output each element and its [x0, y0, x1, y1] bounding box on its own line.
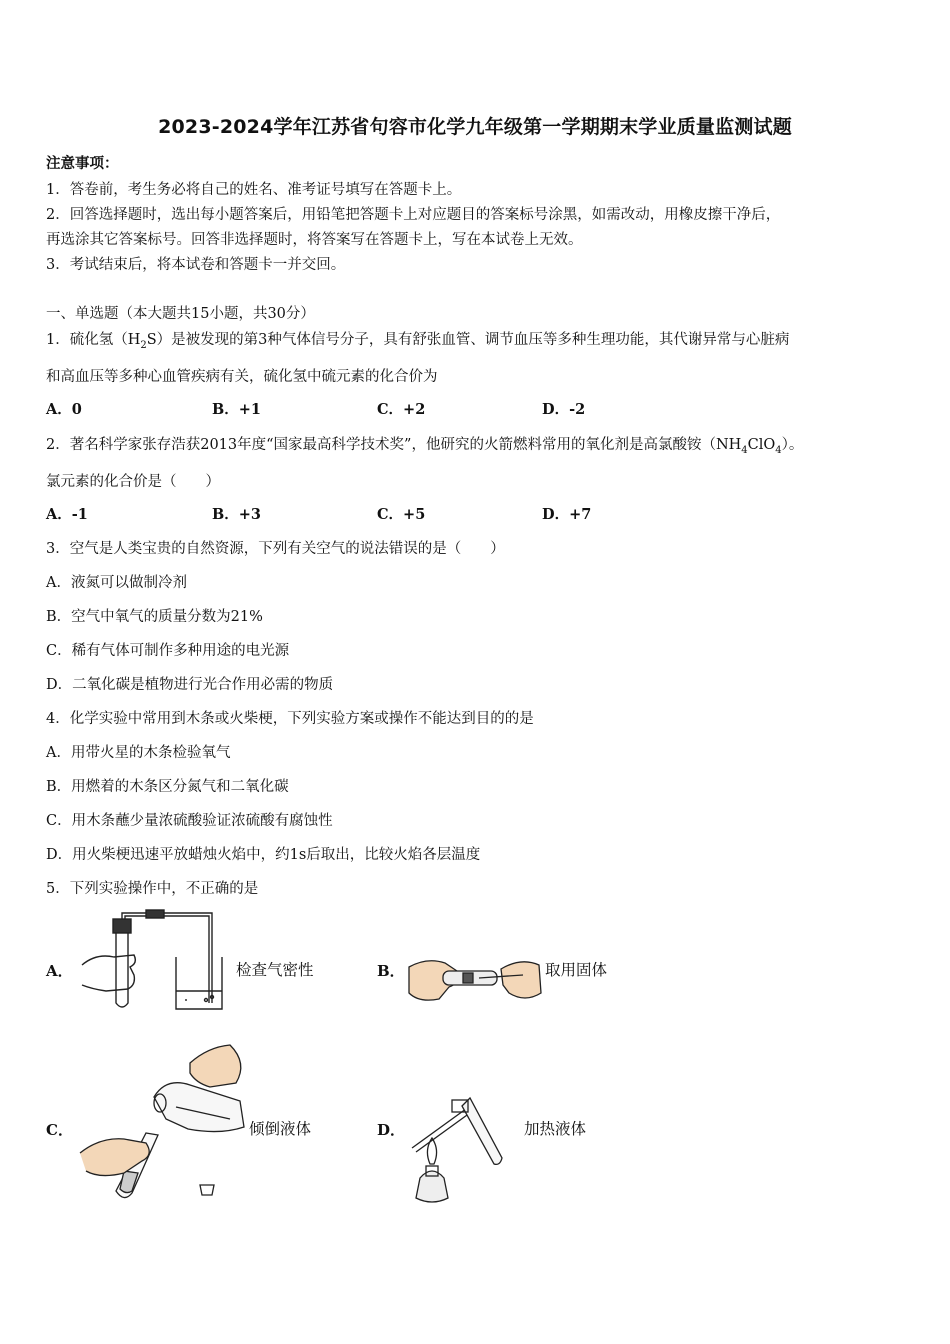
- q2-option-d[interactable]: D．+7: [542, 506, 592, 523]
- page-title: 2023-2024学年江苏省句容市化学九年级第一学期期末学业质量监测试题: [158, 116, 792, 138]
- q4-option-a[interactable]: A．用带火星的木条检验氧气: [46, 745, 231, 761]
- q5-option-c[interactable]: C．: [46, 1121, 73, 1139]
- question-4-stem: 4．化学实验中常用到木条或火柴梗，下列实验方案或操作不能达到目的的是: [46, 711, 534, 727]
- q5-caption-d: 加热液体: [524, 1120, 587, 1138]
- question-5-stem: 5．下列实验操作中，不正确的是: [46, 881, 259, 897]
- question-2-stem: 2．著名科学家张存浩获2013年度“国家最高科学技术奖”，他研究的火箭燃料常用的氧化剂是高氯酸铵$(NH_4ClO_4)$。: [46, 437, 804, 456]
- notice-heading: 注意事项：: [46, 155, 119, 172]
- q3-option-b[interactable]: B．空气中氧气的质量分数为21%: [46, 609, 263, 625]
- question-1-stem-cont: 和高血压等多种心血管疾病有关，硫化氢中硫元素的化合价为: [46, 369, 438, 385]
- q3-option-d[interactable]: D．二氧化碳是植物进行光合作用必需的物质: [46, 677, 334, 693]
- q1-option-c[interactable]: C．+2: [377, 401, 426, 418]
- q3-option-c[interactable]: C．稀有气体可制作多种用途的电光源: [46, 643, 290, 659]
- airtightness-check-figure: [76, 905, 226, 1015]
- q4-option-d[interactable]: D．用火柴梗迅速平放蜡烛火焰中，约1s后取出，比较火焰各层温度: [46, 847, 481, 863]
- q5-caption-b: 取用固体: [545, 961, 608, 979]
- question-3-stem: 3．空气是人类宝贵的自然资源，下列有关空气的说法错误的是（ ）: [46, 541, 505, 557]
- q2-option-c[interactable]: C．+5: [377, 506, 426, 523]
- heat-liquid-figure: [402, 1098, 512, 1208]
- notice-item: 1．答卷前，考生务必将自己的姓名、准考证号填写在答题卡上。: [46, 182, 462, 198]
- notice-item: 再选涂其它答案标号。回答非选择题时，将答案写在答题卡上，写在本试卷上无效。: [46, 232, 583, 248]
- q3-option-a[interactable]: A．液氮可以做制冷剂: [46, 575, 187, 591]
- q2-option-b[interactable]: B．+3: [212, 506, 261, 523]
- q2-option-a[interactable]: A．-1: [46, 506, 88, 523]
- q1-option-b[interactable]: B．+1: [212, 401, 261, 418]
- notice-item: 3．考试结束后，将本试卷和答题卡一并交回。: [46, 257, 346, 273]
- q5-option-b[interactable]: B．: [377, 962, 405, 980]
- q5-option-a[interactable]: A．: [46, 962, 73, 980]
- q5-caption-c: 倾倒液体: [249, 1120, 312, 1138]
- q4-option-b[interactable]: B．用燃着的木条区分氮气和二氧化碳: [46, 779, 289, 795]
- q5-option-d[interactable]: D．: [377, 1121, 406, 1139]
- q5-caption-a: 检查气密性: [236, 961, 314, 979]
- q4-option-c[interactable]: C．用木条蘸少量浓硫酸验证浓硫酸有腐蚀性: [46, 813, 333, 829]
- q1-option-d[interactable]: D．-2: [542, 401, 586, 418]
- q1-option-a[interactable]: A．0: [46, 401, 82, 418]
- notice-item: 2．回答选择题时，选出每小题答案后，用铅笔把答题卡上对应题目的答案标号涂黑，如需改动，用橡皮擦干净后，: [46, 207, 781, 223]
- question-1-stem: 1．硫化氢$(H_2S)$是被发现的第3种气体信号分子，具有舒张血管、调节血压等多种生理功能，其代谢异常与心脏病: [46, 332, 790, 351]
- pour-liquid-figure: [80, 1043, 250, 1203]
- section-heading: 一、单选题（本大题共15小题，共30分）: [46, 306, 315, 322]
- take-solid-figure: [405, 953, 545, 1013]
- question-2-stem-cont: 氯元素的化合价是（ ）: [46, 474, 220, 490]
